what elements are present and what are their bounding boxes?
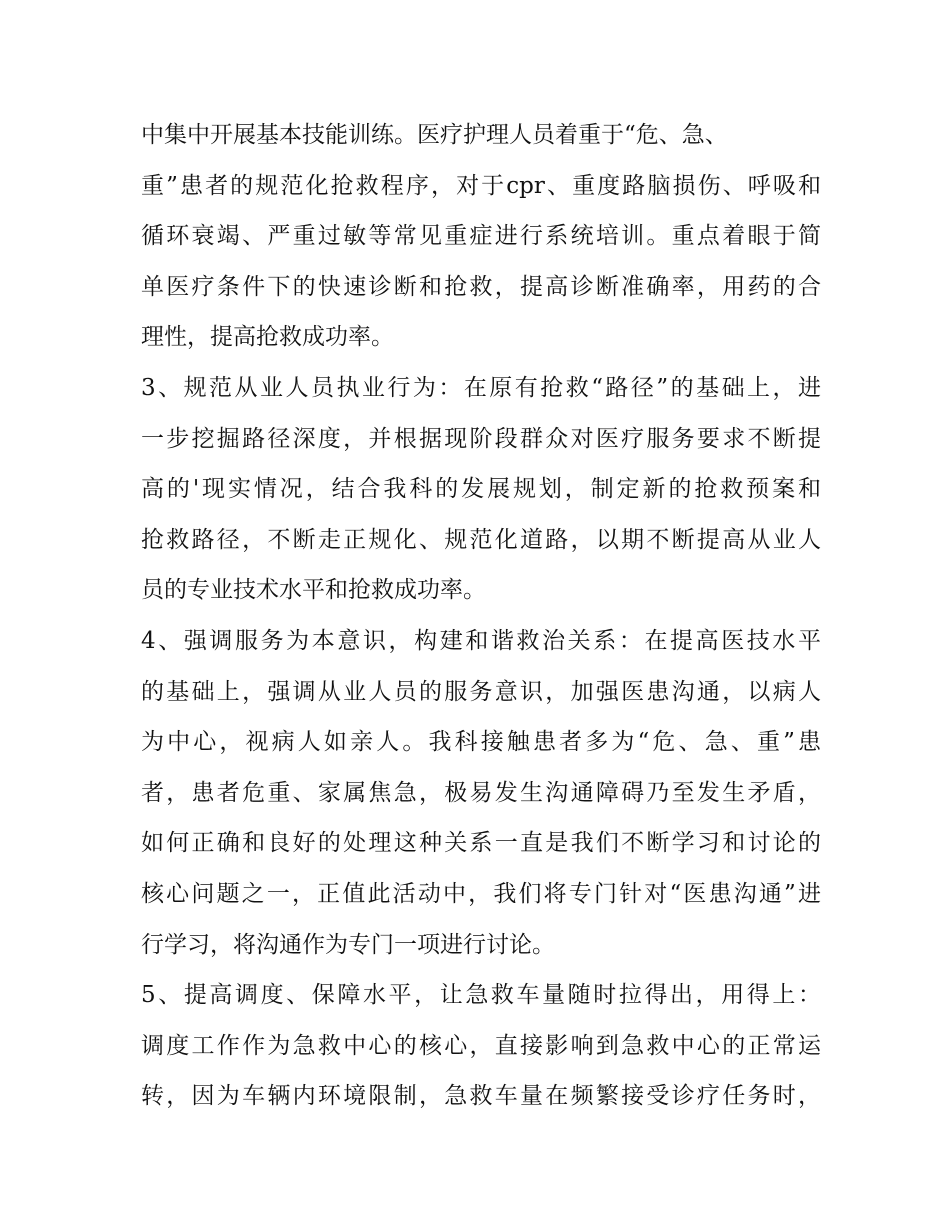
text-line: 员的专业技术水平和抢救成功率。	[141, 577, 486, 604]
text-line: 3、规范从业人员执业行为：在原有抢救“路径”的基础上，进	[141, 374, 821, 401]
text-line: 如何正确和良好的处理这种关系一直是我们不断学习和讨论的	[141, 830, 821, 857]
text-line: 抢救路径，不断走正规化、规范化道路，以期不断提高从业人	[141, 526, 821, 553]
text-line: 转，因为车辆内环境限制，急救车量在频繁接受诊疗任务时，	[141, 1083, 821, 1110]
text-line: 核心问题之一，正值此活动中，我们将专门针对“医患沟通”进	[141, 880, 821, 907]
text-line: 重”患者的规范化抢救程序，对于cpr、重度路脑损伤、呼吸和	[141, 172, 821, 199]
body-text	[141, 110, 821, 1122]
text-line: 为中心，视病人如亲人。我科接触患者多为“危、急、重”患	[141, 729, 821, 756]
text-line: 5、提高调度、保障水平，让急救车量随时拉得出，用得上：	[141, 982, 821, 1009]
text-line: 中集中开展基本技能训练。医疗护理人员着重于“危、急、	[141, 122, 728, 148]
text-line: 的基础上，强调从业人员的服务意识，加强医患沟通，以病人	[141, 678, 821, 705]
text-line: 4、强调服务为本意识，构建和谐救治关系：在提高医技水平	[141, 627, 821, 654]
text-line: 循环衰竭、严重过敏等常见重症进行系统培训。重点着眼于简	[141, 223, 821, 250]
text-line: 者，患者危重、家属焦急，极易发生沟通障碍乃至发生矛盾，	[141, 779, 821, 806]
text-line: 行学习，将沟通作为专门一项进行讨论。	[141, 931, 555, 958]
text-line: 高的'现实情况，结合我科的发展规划，制定新的抢救预案和	[141, 476, 821, 503]
text-line: 调度工作作为急救中心的核心，直接影响到急救中心的正常运	[141, 1032, 821, 1059]
text-line: 单医疗条件下的快速诊断和抢救，提高诊断准确率，用药的合	[141, 273, 821, 300]
text-line: 一步挖掘路径深度，并根据现阶段群众对医疗服务要求不断提	[141, 425, 821, 452]
text-line: 理性，提高抢救成功率。	[141, 324, 394, 351]
